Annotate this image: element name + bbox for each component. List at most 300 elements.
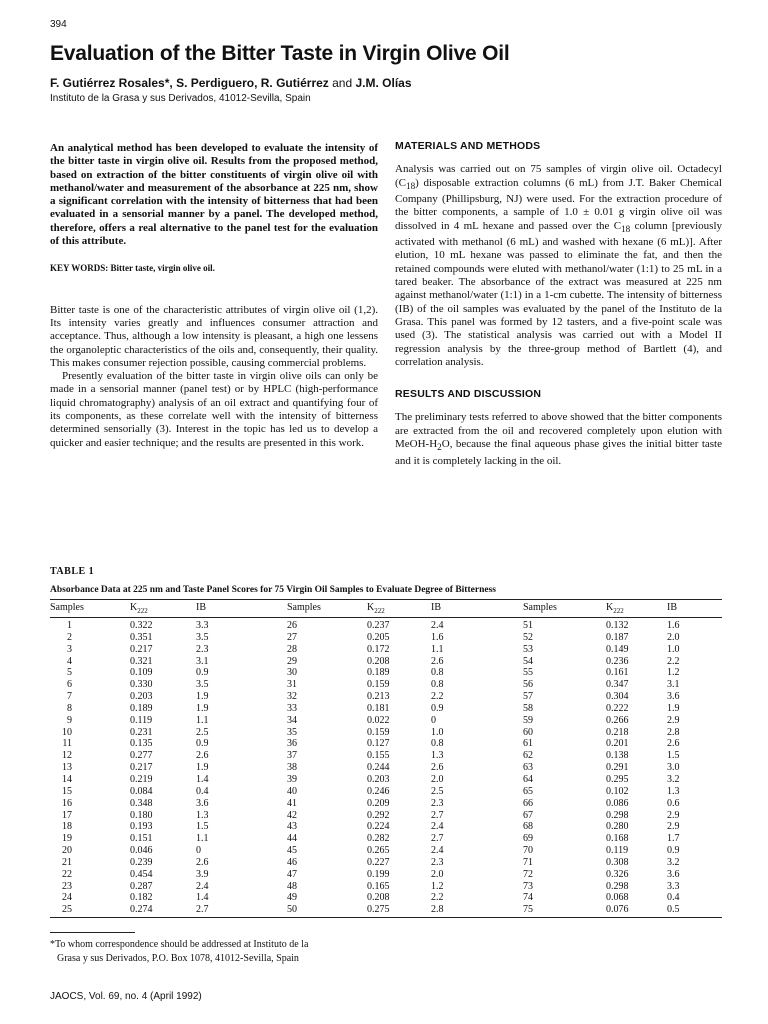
cell-k222-a: 0.203 bbox=[130, 691, 153, 703]
cell-sample-c: 66 bbox=[523, 797, 533, 809]
cell-sample-a: 16 bbox=[62, 797, 72, 809]
results-text-part-1: The preliminary tests referred to above showed that the bitter components are extracted from the oil and recovered completely upon elution with MeOH-H bbox=[395, 411, 722, 451]
cell-k222-a: 0.454 bbox=[130, 868, 153, 880]
cell-k222-b: 0.213 bbox=[367, 691, 390, 703]
cell-sample-b: 50 bbox=[287, 904, 297, 916]
cell-sample-a: 12 bbox=[62, 750, 72, 762]
cell-sample-c: 67 bbox=[523, 809, 533, 821]
cell-k222-c: 0.138 bbox=[606, 750, 629, 762]
cell-sample-b: 47 bbox=[287, 868, 297, 880]
cell-k222-c: 0.218 bbox=[606, 726, 629, 738]
author-1: F. Gutiérrez Rosales*, bbox=[50, 76, 173, 90]
cell-sample-c: 60 bbox=[523, 726, 533, 738]
cell-k222-a: 0.351 bbox=[130, 631, 153, 643]
table-row bbox=[50, 845, 722, 857]
cell-k222-a: 0.109 bbox=[130, 667, 153, 679]
methods-text-part-2: ) disposable extraction columns (6 mL) from J.T. Baker Chemical Company (Phillipsburg, NJ) were used. For the extraction procedure of the bitter components, a sample of 1.0 ± 0.01 g virgin olive oil was dissolved in 4 mL hexane and passed over the C bbox=[395, 176, 722, 232]
header-k-subscript: 222 bbox=[613, 607, 624, 615]
cell-ib-c: 1.9 bbox=[667, 702, 680, 714]
header-samples-2: Samples bbox=[287, 602, 321, 613]
cell-ib-c: 2.8 bbox=[667, 726, 680, 738]
cell-k222-b: 0.265 bbox=[367, 845, 390, 857]
cell-ib-a: 1.9 bbox=[196, 702, 209, 714]
cell-ib-b: 0.8 bbox=[431, 738, 444, 750]
cell-sample-b: 32 bbox=[287, 691, 297, 703]
abstract: An analytical method has been developed to evaluate the intensity of the bitter taste in virgin olive oil. Results from the proposed method, based on extraction of the bitter constituents of virgin olive oil with methanol/water and measurement of the absorbance at 225 nm, show a significant correlation with the intensity of bitterness that had been evaluated in a sensorial manner by a panel. The developed method, therefore, offers a real alternative to the panel test for the evaluation of this attribute. bbox=[50, 142, 378, 248]
cell-ib-c: 0.9 bbox=[667, 845, 680, 857]
cell-k222-b: 0.237 bbox=[367, 620, 390, 631]
cell-ib-b: 2.2 bbox=[431, 892, 444, 904]
results-text-part-2: O, because the final aqueous phase gives the initial bitter taste and it is completely lacking in the oil. bbox=[395, 438, 722, 467]
cell-ib-c: 2.9 bbox=[667, 714, 680, 726]
cell-sample-c: 54 bbox=[523, 655, 533, 667]
cell-k222-b: 0.227 bbox=[367, 856, 390, 868]
table-row bbox=[50, 892, 722, 904]
left-column bbox=[50, 142, 378, 450]
cell-ib-c: 3.6 bbox=[667, 691, 680, 703]
cell-k222-b: 0.159 bbox=[367, 679, 390, 691]
cell-sample-c: 62 bbox=[523, 750, 533, 762]
cell-ib-a: 2.6 bbox=[196, 856, 209, 868]
cell-ib-a: 3.5 bbox=[196, 631, 209, 643]
results-subscript: 2 bbox=[437, 442, 442, 453]
cell-k222-c: 0.298 bbox=[606, 809, 629, 821]
cell-ib-c: 2.9 bbox=[667, 821, 680, 833]
header-samples-3: Samples bbox=[523, 602, 557, 613]
cell-k222-c: 0.291 bbox=[606, 762, 629, 774]
cell-ib-c: 2.6 bbox=[667, 738, 680, 750]
cell-k222-a: 0.239 bbox=[130, 856, 153, 868]
cell-ib-c: 1.7 bbox=[667, 833, 680, 845]
cell-sample-a: 18 bbox=[62, 821, 72, 833]
cell-ib-c: 3.6 bbox=[667, 868, 680, 880]
cell-sample-b: 34 bbox=[287, 714, 297, 726]
cell-k222-a: 0.189 bbox=[130, 702, 153, 714]
keywords bbox=[50, 262, 378, 275]
cell-ib-c: 3.0 bbox=[667, 762, 680, 774]
cell-ib-c: 1.5 bbox=[667, 750, 680, 762]
cell-k222-a: 0.348 bbox=[130, 797, 153, 809]
cell-sample-b: 33 bbox=[287, 702, 297, 714]
cell-ib-b: 2.0 bbox=[431, 773, 444, 785]
cell-sample-c: 73 bbox=[523, 880, 533, 892]
cell-k222-c: 0.222 bbox=[606, 702, 629, 714]
cell-ib-c: 3.3 bbox=[667, 880, 680, 892]
table-row bbox=[50, 632, 722, 644]
cell-k222-b: 0.208 bbox=[367, 655, 390, 667]
cell-sample-a: 8 bbox=[67, 702, 72, 714]
cell-sample-a: 6 bbox=[67, 679, 72, 691]
cell-ib-b: 0.9 bbox=[431, 702, 444, 714]
cell-ib-b: 2.4 bbox=[431, 821, 444, 833]
cell-sample-a: 7 bbox=[67, 691, 72, 703]
cell-sample-b: 46 bbox=[287, 856, 297, 868]
cell-ib-c: 3.2 bbox=[667, 856, 680, 868]
cell-k222-c: 0.308 bbox=[606, 856, 629, 868]
cell-sample-c: 61 bbox=[523, 738, 533, 750]
cell-k222-b: 0.199 bbox=[367, 868, 390, 880]
header-k222-3 bbox=[606, 602, 624, 615]
table-row bbox=[50, 881, 722, 893]
table-body bbox=[50, 620, 722, 916]
cell-sample-c: 74 bbox=[523, 892, 533, 904]
cell-ib-a: 3.6 bbox=[196, 797, 209, 809]
header-samples-1: Samples bbox=[50, 602, 84, 613]
cell-sample-c: 51 bbox=[523, 620, 533, 631]
cell-sample-b: 27 bbox=[287, 631, 297, 643]
cell-ib-b: 2.5 bbox=[431, 785, 444, 797]
cell-ib-b: 2.6 bbox=[431, 762, 444, 774]
cell-sample-c: 58 bbox=[523, 702, 533, 714]
footnote-line-2: Grasa y sus Derivados, P.O. Box 1078, 41012-Sevilla, Spain bbox=[57, 953, 299, 964]
cell-ib-a: 3.3 bbox=[196, 620, 209, 631]
table-row bbox=[50, 786, 722, 798]
cell-k222-b: 0.155 bbox=[367, 750, 390, 762]
cell-ib-a: 2.3 bbox=[196, 643, 209, 655]
cell-sample-c: 55 bbox=[523, 667, 533, 679]
cell-ib-a: 0.9 bbox=[196, 738, 209, 750]
methods-text bbox=[395, 163, 722, 369]
cell-k222-c: 0.236 bbox=[606, 655, 629, 667]
cell-sample-b: 48 bbox=[287, 880, 297, 892]
table-row bbox=[50, 644, 722, 656]
cell-ib-a: 2.5 bbox=[196, 726, 209, 738]
table-row bbox=[50, 857, 722, 869]
cell-k222-b: 0.205 bbox=[367, 631, 390, 643]
table-row bbox=[50, 762, 722, 774]
cell-ib-a: 2.4 bbox=[196, 880, 209, 892]
table-row bbox=[50, 703, 722, 715]
cell-sample-a: 5 bbox=[67, 667, 72, 679]
header-k222-2 bbox=[367, 602, 385, 615]
cell-sample-a: 20 bbox=[62, 845, 72, 857]
author-2: S. Perdiguero, bbox=[176, 76, 258, 90]
cell-sample-a: 2 bbox=[67, 631, 72, 643]
table-row bbox=[50, 691, 722, 703]
cell-sample-c: 56 bbox=[523, 679, 533, 691]
cell-sample-c: 65 bbox=[523, 785, 533, 797]
cell-sample-b: 30 bbox=[287, 667, 297, 679]
cell-sample-a: 15 bbox=[62, 785, 72, 797]
cell-ib-a: 0 bbox=[196, 845, 201, 857]
cell-k222-a: 0.277 bbox=[130, 750, 153, 762]
header-k222-1 bbox=[130, 602, 148, 615]
cell-ib-c: 1.3 bbox=[667, 785, 680, 797]
cell-k222-b: 0.189 bbox=[367, 667, 390, 679]
cell-k222-c: 0.298 bbox=[606, 880, 629, 892]
cell-sample-c: 64 bbox=[523, 773, 533, 785]
cell-sample-a: 1 bbox=[67, 620, 72, 631]
cell-sample-c: 57 bbox=[523, 691, 533, 703]
cell-ib-a: 1.5 bbox=[196, 821, 209, 833]
cell-k222-a: 0.287 bbox=[130, 880, 153, 892]
table-row bbox=[50, 738, 722, 750]
cell-sample-b: 39 bbox=[287, 773, 297, 785]
table-header-rule bbox=[50, 617, 722, 618]
header-k-subscript: 222 bbox=[137, 607, 148, 615]
cell-k222-c: 0.280 bbox=[606, 821, 629, 833]
cell-k222-a: 0.217 bbox=[130, 762, 153, 774]
cell-ib-a: 3.9 bbox=[196, 868, 209, 880]
cell-sample-c: 59 bbox=[523, 714, 533, 726]
methods-heading: MATERIALS AND METHODS bbox=[395, 140, 541, 152]
header-k-label: K bbox=[130, 602, 138, 613]
cell-k222-c: 0.102 bbox=[606, 785, 629, 797]
cell-k222-b: 0.127 bbox=[367, 738, 390, 750]
header-ib-3: IB bbox=[667, 602, 677, 613]
cell-k222-a: 0.217 bbox=[130, 643, 153, 655]
header-k-label: K bbox=[606, 602, 614, 613]
data-table bbox=[50, 598, 722, 920]
table-row bbox=[50, 656, 722, 668]
cell-k222-a: 0.151 bbox=[130, 833, 153, 845]
right-column bbox=[395, 140, 722, 468]
cell-sample-a: 17 bbox=[62, 809, 72, 821]
cell-sample-b: 28 bbox=[287, 643, 297, 655]
cell-k222-a: 0.322 bbox=[130, 620, 153, 631]
cell-ib-b: 0.8 bbox=[431, 679, 444, 691]
cell-sample-b: 38 bbox=[287, 762, 297, 774]
cell-ib-a: 1.9 bbox=[196, 691, 209, 703]
header-ib-2: IB bbox=[431, 602, 441, 613]
cell-ib-a: 0.9 bbox=[196, 667, 209, 679]
results-text bbox=[395, 411, 722, 467]
cell-sample-b: 26 bbox=[287, 620, 297, 631]
cell-ib-a: 1.3 bbox=[196, 809, 209, 821]
cell-k222-c: 0.119 bbox=[606, 845, 629, 857]
header-ib-1: IB bbox=[196, 602, 206, 613]
cell-sample-b: 36 bbox=[287, 738, 297, 750]
cell-ib-c: 2.9 bbox=[667, 809, 680, 821]
cell-ib-a: 0.4 bbox=[196, 785, 209, 797]
cell-k222-a: 0.084 bbox=[130, 785, 153, 797]
cell-k222-a: 0.135 bbox=[130, 738, 153, 750]
cell-ib-a: 1.4 bbox=[196, 773, 209, 785]
cell-sample-c: 72 bbox=[523, 868, 533, 880]
cell-k222-a: 0.330 bbox=[130, 679, 153, 691]
cell-k222-a: 0.180 bbox=[130, 809, 153, 821]
cell-sample-a: 25 bbox=[62, 904, 72, 916]
cell-sample-c: 68 bbox=[523, 821, 533, 833]
cell-k222-b: 0.209 bbox=[367, 797, 390, 809]
table-row bbox=[50, 750, 722, 762]
cell-k222-b: 0.203 bbox=[367, 773, 390, 785]
cell-k222-b: 0.022 bbox=[367, 714, 390, 726]
table-row bbox=[50, 774, 722, 786]
cell-k222-b: 0.172 bbox=[367, 643, 390, 655]
cell-ib-b: 2.2 bbox=[431, 691, 444, 703]
cell-ib-b: 2.3 bbox=[431, 797, 444, 809]
cell-sample-a: 19 bbox=[62, 833, 72, 845]
cell-k222-b: 0.282 bbox=[367, 833, 390, 845]
footnote-line-1: *To whom correspondence should be addressed at Instituto de la bbox=[50, 939, 309, 950]
cell-sample-a: 3 bbox=[67, 643, 72, 655]
cell-ib-a: 1.9 bbox=[196, 762, 209, 774]
footnote-rule bbox=[50, 932, 135, 933]
cell-k222-a: 0.182 bbox=[130, 892, 153, 904]
cell-ib-a: 1.1 bbox=[196, 833, 209, 845]
cell-k222-a: 0.219 bbox=[130, 773, 153, 785]
header-k-subscript: 222 bbox=[374, 607, 385, 615]
cell-ib-c: 1.2 bbox=[667, 667, 680, 679]
cell-sample-c: 63 bbox=[523, 762, 533, 774]
keywords-text: Bitter taste, virgin olive oil. bbox=[110, 263, 215, 274]
page-number: 394 bbox=[50, 19, 67, 30]
cell-ib-b: 1.2 bbox=[431, 880, 444, 892]
cell-ib-b: 2.0 bbox=[431, 868, 444, 880]
cell-k222-a: 0.046 bbox=[130, 845, 153, 857]
table-top-rule bbox=[50, 599, 722, 600]
cell-sample-c: 70 bbox=[523, 845, 533, 857]
table-header bbox=[50, 602, 722, 616]
cell-ib-b: 2.7 bbox=[431, 809, 444, 821]
cell-ib-c: 0.5 bbox=[667, 904, 680, 916]
cell-ib-c: 2.2 bbox=[667, 655, 680, 667]
cell-ib-b: 1.3 bbox=[431, 750, 444, 762]
table-row bbox=[50, 833, 722, 845]
cell-k222-a: 0.119 bbox=[130, 714, 153, 726]
cell-k222-b: 0.275 bbox=[367, 904, 390, 916]
cell-sample-a: 24 bbox=[62, 892, 72, 904]
cell-k222-c: 0.086 bbox=[606, 797, 629, 809]
cell-k222-c: 0.295 bbox=[606, 773, 629, 785]
cell-ib-b: 2.4 bbox=[431, 620, 444, 631]
cell-sample-c: 71 bbox=[523, 856, 533, 868]
cell-sample-c: 69 bbox=[523, 833, 533, 845]
table-caption: Absorbance Data at 225 nm and Taste Panel Scores for 75 Virgin Oil Samples to Evaluate Degree of Bitterness bbox=[50, 585, 496, 595]
cell-sample-c: 53 bbox=[523, 643, 533, 655]
cell-sample-a: 14 bbox=[62, 773, 72, 785]
cell-sample-b: 40 bbox=[287, 785, 297, 797]
cell-ib-a: 1.1 bbox=[196, 714, 209, 726]
table-label: TABLE 1 bbox=[50, 566, 95, 577]
table-row bbox=[50, 667, 722, 679]
methods-subscript-1: 18 bbox=[406, 180, 416, 191]
affiliation: Instituto de la Grasa y sus Derivados, 41012-Sevilla, Spain bbox=[50, 93, 311, 104]
cell-k222-c: 0.187 bbox=[606, 631, 629, 643]
cell-sample-a: 23 bbox=[62, 880, 72, 892]
table-row bbox=[50, 869, 722, 881]
cell-ib-b: 2.7 bbox=[431, 833, 444, 845]
cell-sample-c: 52 bbox=[523, 631, 533, 643]
cell-k222-c: 0.266 bbox=[606, 714, 629, 726]
cell-k222-a: 0.274 bbox=[130, 904, 153, 916]
cell-k222-a: 0.193 bbox=[130, 821, 153, 833]
cell-k222-b: 0.159 bbox=[367, 726, 390, 738]
keywords-label: KEY WORDS: bbox=[50, 263, 109, 274]
cell-k222-c: 0.149 bbox=[606, 643, 629, 655]
cell-sample-a: 4 bbox=[67, 655, 72, 667]
cell-ib-a: 2.7 bbox=[196, 904, 209, 916]
cell-ib-b: 1.6 bbox=[431, 631, 444, 643]
cell-ib-c: 3.1 bbox=[667, 679, 680, 691]
cell-ib-b: 2.4 bbox=[431, 845, 444, 857]
cell-k222-c: 0.076 bbox=[606, 904, 629, 916]
cell-k222-b: 0.165 bbox=[367, 880, 390, 892]
table-row bbox=[50, 679, 722, 691]
cell-k222-b: 0.292 bbox=[367, 809, 390, 821]
cell-ib-b: 0.8 bbox=[431, 667, 444, 679]
cell-k222-c: 0.201 bbox=[606, 738, 629, 750]
cell-ib-a: 1.4 bbox=[196, 892, 209, 904]
methods-text-part-3: column [previously activated with methanol (6 mL) and washed with hexane (6 mL)]. After elution, 10 mL hexane was passed to eliminate the fat, and then the retained compounds were eluted with methanol/water (1:1) to 25 mL in a tared beaker. The absorbance of the extract was measured at 225 nm against methanol/water (1:1) in a 1-cm cubette. The intensity of bitterness (IB) of the oil samples was evaluated by the panel of the Instituto de la Grasa. This panel was formed by 12 tasters, and a five-point scale was used (3). The statistical analysis was carried out with a Model II regression analysis by the three-group method of Bartlett (4), and correlation analysis. bbox=[395, 219, 722, 368]
table-row bbox=[50, 715, 722, 727]
cell-ib-b: 2.8 bbox=[431, 904, 444, 916]
table-bottom-rule bbox=[50, 917, 722, 918]
cell-k222-c: 0.132 bbox=[606, 620, 629, 631]
cell-ib-b: 1.0 bbox=[431, 726, 444, 738]
cell-ib-a: 3.1 bbox=[196, 655, 209, 667]
cell-k222-a: 0.231 bbox=[130, 726, 153, 738]
cell-sample-b: 44 bbox=[287, 833, 297, 845]
methods-subscript-2: 18 bbox=[621, 223, 631, 234]
intro-paragraph-1: Bitter taste is one of the characteristic attributes of virgin olive oil (1,2). Its intensity varies greatly and influences consumer attraction and acceptance. Thus, although a low intensity is pleasant, a high one lessens the organoleptic characteristics of the oils and, consequently, their quality. This makes consumer rejection possible, causing commercial problems. bbox=[50, 303, 378, 369]
cell-sample-b: 42 bbox=[287, 809, 297, 821]
author-list bbox=[50, 76, 412, 90]
cell-ib-c: 1.0 bbox=[667, 643, 680, 655]
cell-k222-c: 0.347 bbox=[606, 679, 629, 691]
cell-sample-b: 29 bbox=[287, 655, 297, 667]
cell-k222-b: 0.181 bbox=[367, 702, 390, 714]
author-3: R. Gutiérrez bbox=[260, 76, 329, 90]
table-row bbox=[50, 821, 722, 833]
cell-sample-c: 75 bbox=[523, 904, 533, 916]
cell-ib-b: 1.1 bbox=[431, 643, 444, 655]
cell-k222-c: 0.161 bbox=[606, 667, 629, 679]
cell-sample-a: 11 bbox=[62, 738, 72, 750]
table-row bbox=[50, 727, 722, 739]
cell-ib-c: 0.6 bbox=[667, 797, 680, 809]
cell-sample-a: 21 bbox=[62, 856, 72, 868]
cell-ib-b: 0 bbox=[431, 714, 436, 726]
cell-sample-b: 35 bbox=[287, 726, 297, 738]
cell-k222-b: 0.244 bbox=[367, 762, 390, 774]
cell-sample-a: 10 bbox=[62, 726, 72, 738]
cell-k222-a: 0.321 bbox=[130, 655, 153, 667]
cell-sample-a: 13 bbox=[62, 762, 72, 774]
intro-paragraph-2: Presently evaluation of the bitter taste in virgin olive oils can only be made in a sensorial manner (panel test) or by HPLC (high-performance liquid chromatography) analysis of an oil extract and quantifying four of its components, as these correlate well with the intensity of bitterness determined sensorially (3). Interest in the topic has led us to develop a quicker and easier technique; and the results are presented in this work. bbox=[50, 370, 378, 449]
table-row bbox=[50, 620, 722, 632]
cell-sample-b: 43 bbox=[287, 821, 297, 833]
cell-ib-c: 1.6 bbox=[667, 620, 680, 631]
cell-ib-a: 3.5 bbox=[196, 679, 209, 691]
cell-k222-b: 0.224 bbox=[367, 821, 390, 833]
author-4: J.M. Olías bbox=[355, 76, 412, 90]
cell-ib-b: 2.3 bbox=[431, 856, 444, 868]
cell-ib-b: 2.6 bbox=[431, 655, 444, 667]
cell-k222-b: 0.246 bbox=[367, 785, 390, 797]
journal-reference: JAOCS, Vol. 69, no. 4 (April 1992) bbox=[50, 991, 202, 1002]
cell-sample-a: 22 bbox=[62, 868, 72, 880]
results-heading: RESULTS AND DISCUSSION bbox=[395, 388, 542, 401]
cell-k222-c: 0.304 bbox=[606, 691, 629, 703]
table-row bbox=[50, 810, 722, 822]
table-row bbox=[50, 798, 722, 810]
cell-sample-b: 49 bbox=[287, 892, 297, 904]
cell-ib-c: 2.0 bbox=[667, 631, 680, 643]
cell-sample-b: 45 bbox=[287, 845, 297, 857]
cell-sample-a: 9 bbox=[67, 714, 72, 726]
methods-text-part-1: Analysis was carried out on 75 samples of virgin olive oil. Octadecyl (C bbox=[395, 163, 722, 189]
author-conjunction: and bbox=[332, 76, 353, 90]
cell-ib-c: 3.2 bbox=[667, 773, 680, 785]
cell-sample-b: 31 bbox=[287, 679, 297, 691]
cell-k222-c: 0.326 bbox=[606, 868, 629, 880]
cell-k222-c: 0.168 bbox=[606, 833, 629, 845]
cell-k222-b: 0.208 bbox=[367, 892, 390, 904]
cell-sample-b: 41 bbox=[287, 797, 297, 809]
table-row bbox=[50, 904, 722, 916]
